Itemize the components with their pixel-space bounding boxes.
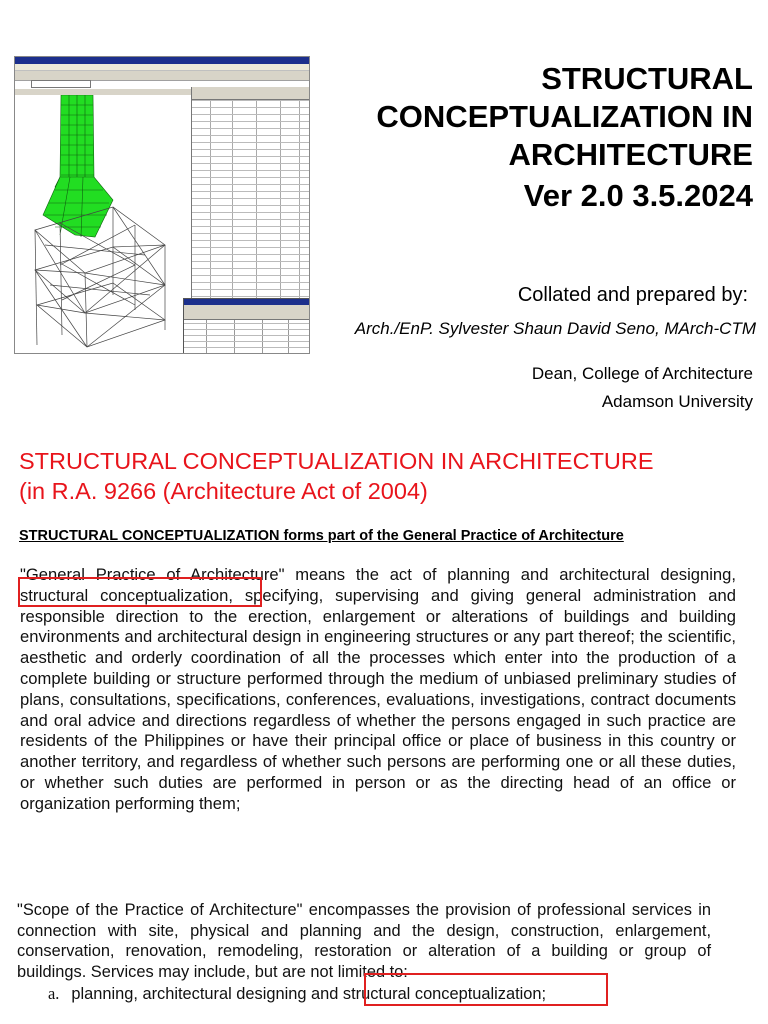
thumb-3d-viewport	[15, 95, 191, 353]
author-position: Dean, College of Architecture	[531, 364, 753, 383]
section-heading	[19, 446, 759, 506]
version-label: Ver 2.0 3.5.2024	[523, 178, 753, 213]
definition-paragraph: "General Practice of Architecture" means the act of planning and architectural designing, structural conceptualization, specifying, supervising and giving general administration and responsible direction to the erection, enlargement or alterations of buildings and building environments and architectural design in engineering structures or any part thereof; the scientific, aesthetic and orderly coordination of all the processes which enter into the production of a complete building or structure performed through the medium of unbiased preliminary studies of plans, consultations, specifications, conferences, evaluations, investigations, contract documents and oral advice and directions regardless of whether the persons engaged in such practice are residents of the Philippines or have their principal office or place of business in this country or another territory, and regardless of whether such persons are performing one or all these duties, or whether such duties are performed in person or as the directing head of an office or organization performing them;	[20, 565, 736, 813]
scope-paragraph: "Scope of the Practice of Architecture" encompasses the provision of professional services in connection with site, physical and planning and the design, construction, enlargement, conservation, renovation, remodeling, restoration or alteration of a building or group of buildings. Services may include, but are not limited to:	[17, 901, 711, 981]
list-item-label: a.	[48, 984, 60, 1003]
author-name: Arch./EnP. Sylvester Shaun David Seno, MArch-CTM	[354, 319, 756, 338]
tower-model-drawing	[15, 95, 191, 353]
structural-software-screenshot	[14, 56, 310, 354]
section-heading-line-2: (in R.A. 9266 (Architecture Act of 2004)	[19, 478, 428, 504]
thumb-combo	[31, 80, 91, 88]
collated-label: Collated and prepared by:	[517, 284, 748, 306]
thumb-titlebar	[15, 57, 309, 64]
section-subheading: STRUCTURAL CONCEPTUALIZATION forms part of the General Practice of Architecture	[19, 528, 624, 544]
highlight-box-structural-conceptualization	[18, 577, 262, 607]
steel-frame-icon	[35, 207, 165, 347]
author-university: Adamson University	[601, 392, 753, 411]
title-line-3: ARCHITECTURE	[508, 137, 753, 172]
section-heading-line-1: STRUCTURAL CONCEPTUALIZATION IN ARCHITECTURE	[19, 448, 654, 474]
highlight-box-structural-conceptualization-2	[364, 973, 608, 1006]
thumb-menubar	[15, 64, 309, 71]
title-line-2: CONCEPTUALIZATION IN	[376, 99, 753, 134]
slide-title	[313, 60, 753, 174]
title-line-1: STRUCTURAL	[541, 61, 753, 96]
list-item-text: planning, architectural designing and structural conceptualization;	[71, 985, 547, 1003]
thumb-forces-table	[183, 298, 310, 354]
chimney-mesh-icon	[43, 95, 113, 237]
